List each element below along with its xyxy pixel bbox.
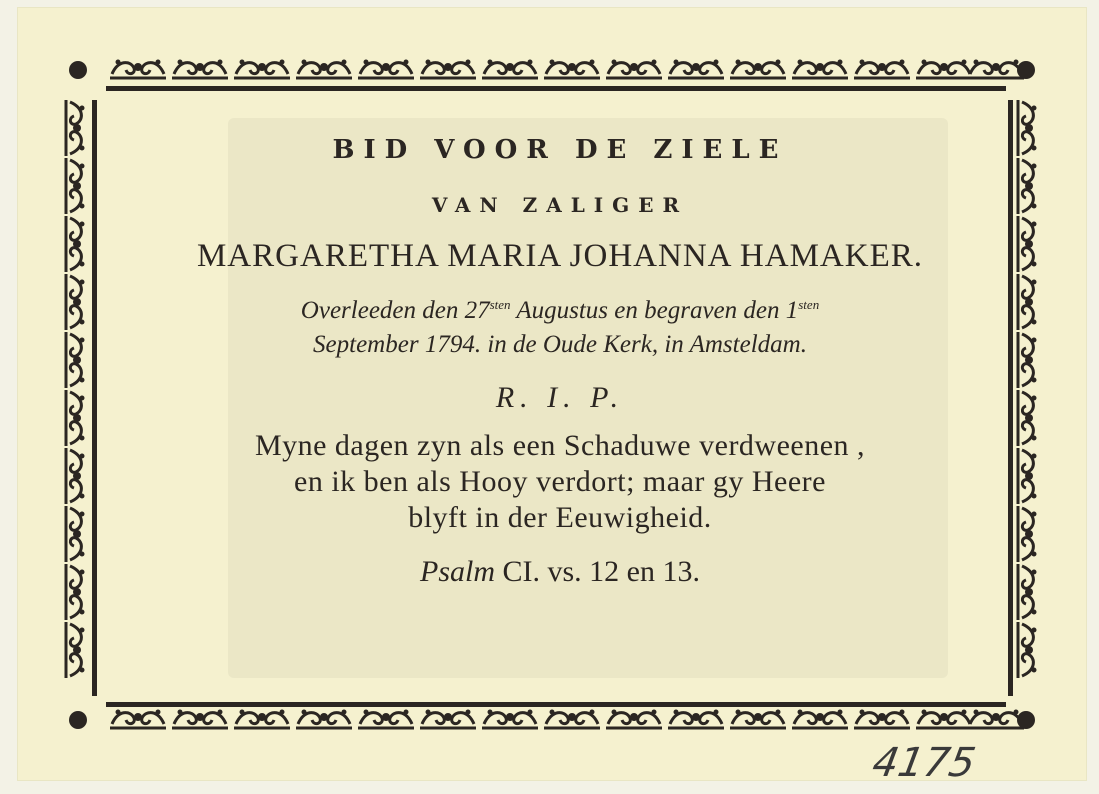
psalm-reference bbox=[110, 552, 1010, 592]
right-ornament-column bbox=[1008, 100, 1037, 696]
heading: BID VOOR DE ZIELE bbox=[332, 135, 788, 165]
death-line-1-middle: Augustus en begraven den 1 bbox=[510, 297, 799, 324]
verse-line: blyft in der Eeuwigheid. bbox=[408, 501, 712, 534]
ordinal-suffix: sten bbox=[798, 297, 820, 312]
psalm-verses: CI. vs. 12 en 13. bbox=[495, 555, 700, 588]
bottom-ornament-row bbox=[106, 702, 1024, 728]
deceased-name: MARGARETHA MARIA JOHANNA HAMAKER. bbox=[196, 238, 924, 274]
ordinal-suffix: sten bbox=[489, 297, 511, 312]
top-ornament-row bbox=[106, 60, 1024, 92]
subheading: VAN ZALIGER bbox=[431, 193, 689, 217]
death-line-1 bbox=[110, 288, 1010, 328]
death-details bbox=[110, 288, 1010, 362]
death-line-2: September 1794. in de Oude Kerk, in Amsteldam. bbox=[313, 331, 807, 358]
death-line-1-start: Overleeden den 27 bbox=[300, 297, 490, 324]
left-ornament-column bbox=[66, 100, 97, 696]
verse-line: en ik ben als Hooy verdort; maar gy Heere bbox=[294, 465, 826, 498]
verse-line: Myne dagen zyn als een Schaduwe verdweenen , bbox=[254, 429, 866, 462]
inventory-number: 4175 bbox=[868, 740, 979, 786]
verse bbox=[110, 428, 1010, 536]
rip: R. I. P. bbox=[495, 381, 625, 414]
card-text bbox=[110, 126, 1010, 592]
devotional-card bbox=[18, 8, 1086, 786]
psalm-book: Psalm bbox=[420, 555, 495, 588]
